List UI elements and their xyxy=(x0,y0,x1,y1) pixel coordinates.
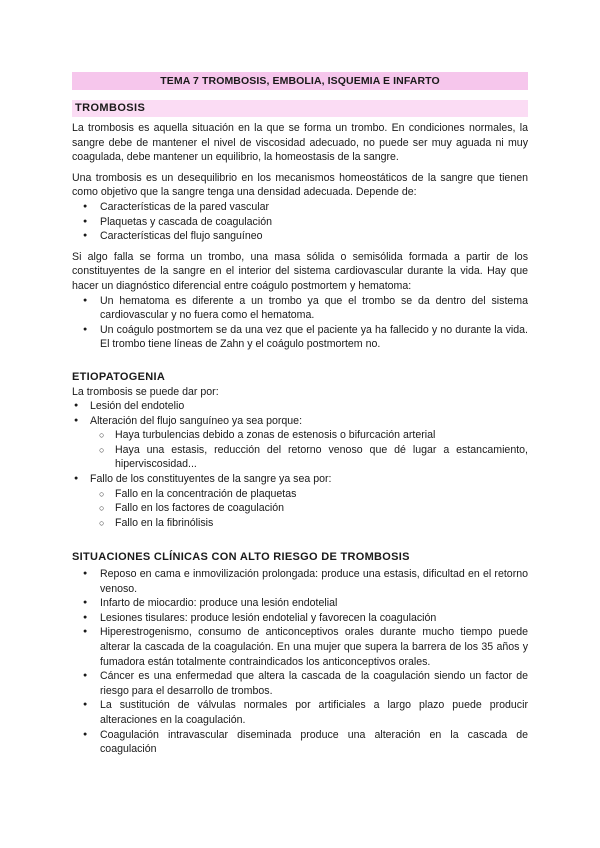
list-item: ○ Fallo en la fibrinólisis xyxy=(72,516,528,531)
list-item: ● La sustitución de válvulas normales por artificiales a largo plazo puede producir alteraciones en la coagulación. xyxy=(72,698,528,727)
list-item: ● Características de la pared vascular xyxy=(72,200,528,215)
section-heading-trombosis: TROMBOSIS xyxy=(72,100,528,117)
paragraph-desequilibrio: Una trombosis es un desequilibrio en los mecanismos homeostáticos de la sangre que tienen como objetivo que la sangre tenga una densidad adecuada. Depende de: xyxy=(72,171,528,199)
list-item: ● Fallo de los constituyentes de la sangre ya sea por: xyxy=(72,472,528,487)
list-item: ○ Fallo en la concentración de plaquetas xyxy=(72,487,528,502)
list-item: ○ Haya una estasis, reducción del retorno venoso que dé lugar a estancamiento, hiperviscosidad... xyxy=(72,443,528,472)
list-situaciones-riesgo xyxy=(72,567,528,757)
list-diagnostico xyxy=(72,294,528,352)
list-item: ○ Fallo en los factores de coagulación xyxy=(72,501,528,516)
sublist-flujo xyxy=(72,428,528,472)
list-item: ● Un hematoma es diferente a un trombo ya que el trombo se da dentro del sistema cardiovascular y no fuera como el hematoma. xyxy=(72,294,528,323)
list-etiopatogenia xyxy=(72,399,528,428)
list-item: ● Infarto de miocardio: produce una lesión endotelial xyxy=(72,596,528,611)
list-factores xyxy=(72,200,528,244)
list-item: ● Cáncer es una enfermedad que altera la cascada de la coagulación siendo un factor de riesgo para el desarrollo de trombos. xyxy=(72,669,528,698)
paragraph-definition: La trombosis es aquella situación en la que se forma un trombo. En condiciones normales, la sangre debe de mantener el nivel de viscosidad adecuado, no puede ser muy aguada ni muy coagulada, debe mantener un equilibrio, la homeostasis de la sangre. xyxy=(72,122,528,164)
paragraph-trombo: Si algo falla se forma un trombo, una masa sólida o semisólida formada a partir de los constituyentes de la sangre en el interior del sistema cardiovascular durante la vida. Hay que hacer un diagnóstico diferencial entre coágulo postmortem y hematoma: xyxy=(72,250,528,292)
heading-situaciones-riesgo: SITUACIONES CLÍNICAS CON ALTO RIESGO DE TROMBOSIS xyxy=(72,551,410,564)
list-item: ● Un coágulo postmortem se da una vez que el paciente ya ha fallecido y no durante la vida. El trombo tiene líneas de Zahn y el coágulo postmortem no. xyxy=(72,323,528,352)
list-etiopatogenia-2 xyxy=(72,472,528,487)
list-item: ● Lesión del endotelio xyxy=(72,399,528,414)
list-item: ● Características del flujo sanguíneo xyxy=(72,229,528,244)
list-item: ● Reposo en cama e inmovilización prolongada: produce una estasis, dificultad en el retorno venoso. xyxy=(72,567,528,596)
document-title: TEMA 7 TROMBOSIS, EMBOLIA, ISQUEMIA E INFARTO xyxy=(72,72,528,90)
list-item: ● Alteración del flujo sanguíneo ya sea porque: xyxy=(72,414,528,429)
heading-etiopatogenia: ETIOPATOGENIA xyxy=(72,370,166,383)
list-item: ○ Haya turbulencias debido a zonas de estenosis o bifurcación arterial xyxy=(72,428,528,443)
paragraph-etio-intro: La trombosis se puede dar por: xyxy=(72,385,219,398)
list-item: ● Lesiones tisulares: produce lesión endotelial y favorecen la coagulación xyxy=(72,611,528,626)
list-item: ● Plaquetas y cascada de coagulación xyxy=(72,215,528,230)
list-item: ● Hiperestrogenismo, consumo de anticonceptivos orales durante mucho tiempo puede alterar la cascada de la coagulación. En una mujer que supera la barrera de los 35 años y fumadora están totalmente contraindicados los anticonceptivos orales. xyxy=(72,625,528,669)
sublist-constituyentes xyxy=(72,487,528,531)
list-item: ● Coagulación intravascular diseminada produce una alteración en la cascada de coagulación xyxy=(72,728,528,757)
